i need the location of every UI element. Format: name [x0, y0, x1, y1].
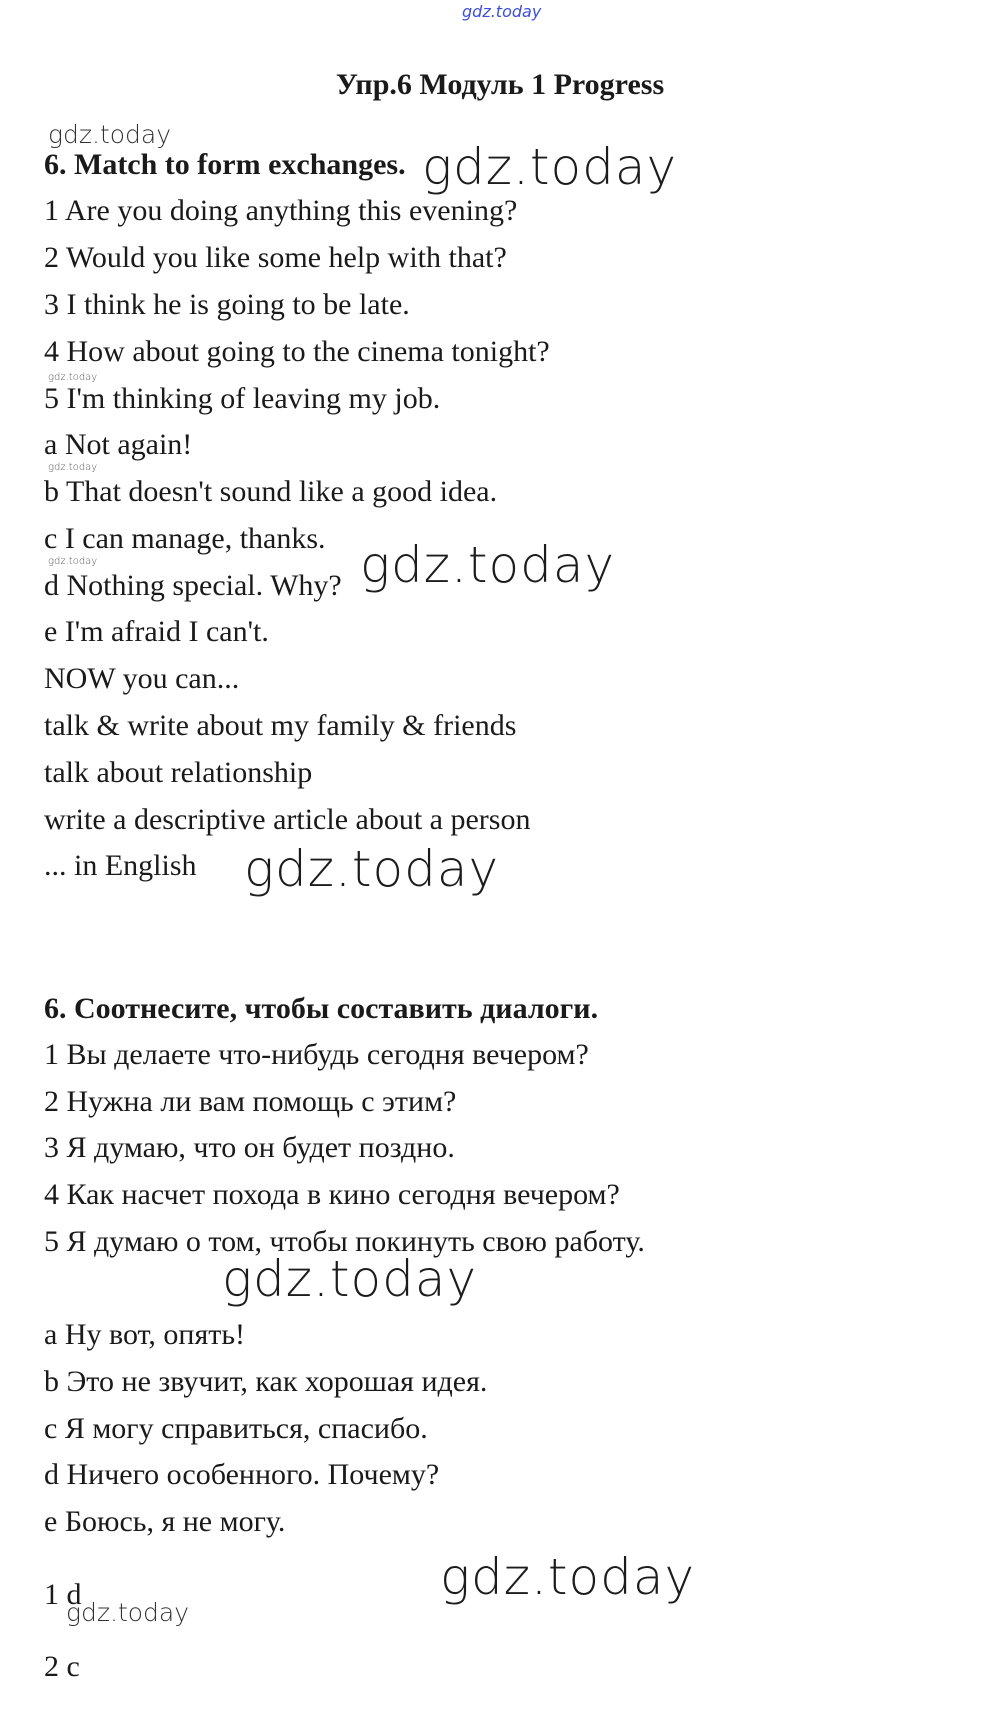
question-en: 3 I think he is going to be late.: [44, 288, 410, 321]
question-ru: 3 Я думаю, что он будет поздно.: [44, 1131, 455, 1164]
watermark-small: gdz.today: [66, 1598, 190, 1627]
watermark-large: gdz.today: [244, 840, 500, 898]
now-you-can-heading: NOW you can...: [44, 662, 240, 695]
question-ru: 1 Вы делаете что-нибудь сегодня вечером?: [44, 1038, 589, 1071]
answer-key-item: 1 d: [44, 1578, 82, 1611]
now-you-can-item: talk about relationship: [44, 756, 313, 789]
watermark-tiny: gdz.today: [48, 372, 98, 383]
answer-en: a Not again!: [44, 428, 193, 461]
question-en: 2 Would you like some help with that?: [44, 241, 507, 274]
watermark-large: gdz.today: [222, 1250, 478, 1308]
now-you-can-item: talk & write about my family & friends: [44, 709, 517, 742]
watermark-large: gdz.today: [422, 138, 678, 196]
question-ru: 4 Как насчет похода в кино сегодня вечером?: [44, 1178, 620, 1211]
now-you-can-item: write a descriptive article about a person: [44, 803, 531, 836]
question-en: 5 I'm thinking of leaving my job.: [44, 382, 441, 415]
answer-ru: c Я могу справиться, спасибо.: [44, 1412, 428, 1445]
watermark-large: gdz.today: [360, 536, 616, 594]
watermark-small: gdz.today: [48, 120, 172, 149]
answer-ru: b Это не звучит, как хорошая идея.: [44, 1365, 488, 1398]
answer-ru: a Ну вот, опять!: [44, 1318, 246, 1351]
exercise-heading-en: 6. Match to form exchanges.: [44, 148, 406, 181]
page-title: Упр.6 Модуль 1 Progress: [335, 68, 665, 101]
answer-en: c I can manage, thanks.: [44, 522, 326, 555]
answer-ru: d Ничего особенного. Почему?: [44, 1458, 440, 1491]
now-you-can-item: ... in English: [44, 849, 197, 882]
question-en: 1 Are you doing anything this evening?: [44, 194, 518, 227]
watermark-tiny: gdz.today: [48, 462, 98, 473]
watermark-tiny: gdz.today: [48, 556, 98, 567]
exercise-heading-ru: 6. Соотнесите, чтобы составить диалоги.: [44, 992, 599, 1025]
answer-ru: e Боюсь, я не могу.: [44, 1505, 286, 1538]
question-ru: 2 Нужна ли вам помощь с этим?: [44, 1085, 457, 1118]
question-en: 4 How about going to the cinema tonight?: [44, 335, 550, 368]
question-ru: 5 Я думаю о том, чтобы покинуть свою работу.: [44, 1225, 645, 1258]
answer-en: d Nothing special. Why?: [44, 569, 342, 602]
watermark-top: gdz.today: [462, 2, 542, 21]
answer-key-item: 2 c: [44, 1650, 80, 1683]
answer-en: e I'm afraid I can't.: [44, 615, 269, 648]
watermark-large: gdz.today: [440, 1548, 696, 1606]
answer-en: b That doesn't sound like a good idea.: [44, 475, 498, 508]
